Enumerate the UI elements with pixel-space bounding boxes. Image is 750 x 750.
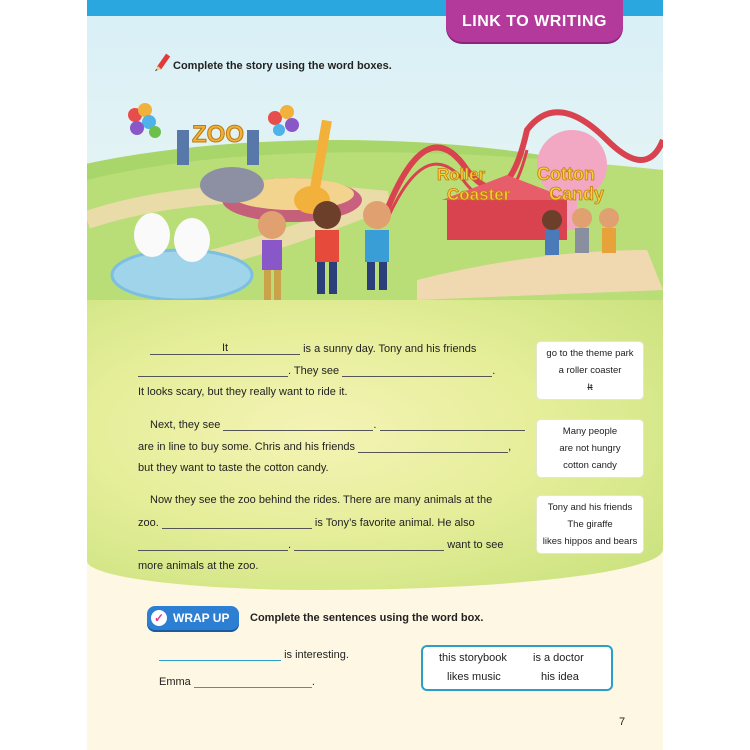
- check-icon: ✓: [151, 610, 167, 626]
- story-blank-4[interactable]: [223, 418, 373, 431]
- page-number: 7: [619, 716, 626, 728]
- story-blank-2[interactable]: [138, 364, 288, 377]
- wrap-sentence-2: Emma .: [159, 676, 315, 688]
- story-line: . want to see: [138, 538, 503, 551]
- story-line: zoo. is Tony’s favorite animal. He also: [138, 517, 475, 529]
- story-line: Next, they see .: [150, 418, 525, 431]
- wrap-blank-1[interactable]: [159, 648, 281, 661]
- svg-text:Cotton: Cotton: [537, 164, 595, 184]
- story-line: . They see .: [138, 364, 495, 377]
- word-box-3: Tony and his friends The giraffe likes hippos and bears: [537, 496, 643, 553]
- wrap-word-box: this storybook is a doctor likes music his idea: [421, 645, 613, 691]
- balloons-right: [268, 105, 299, 136]
- story-blank-1[interactable]: It: [150, 342, 300, 355]
- story-line: more animals at the zoo.: [138, 560, 259, 572]
- story-blank-3[interactable]: [342, 364, 492, 377]
- word-box-1: go to the theme park a roller coaster It: [537, 342, 643, 399]
- story-instruction: Complete the story using the word boxes.: [173, 60, 392, 72]
- wrap-blank-2[interactable]: [194, 675, 312, 688]
- story-blank-7[interactable]: [162, 516, 312, 529]
- svg-text:Roller: Roller: [437, 165, 486, 184]
- word-box-2: Many people are not hungry cotton candy: [537, 420, 643, 477]
- story-blank-8[interactable]: [138, 538, 288, 551]
- story-line: are in line to buy some. Chris and his friends ,: [138, 441, 512, 453]
- story-line: but they want to taste the cotton candy.: [138, 462, 329, 474]
- story-blank-6[interactable]: [358, 440, 508, 453]
- story-line: It is a sunny day. Tony and his friends: [150, 342, 476, 355]
- svg-text:Candy: Candy: [549, 184, 605, 204]
- wrap-up-badge: WRAP UP: [147, 606, 239, 630]
- theme-park-illustration: [87, 90, 663, 320]
- wrap-sentence-1: is interesting.: [159, 648, 349, 661]
- svg-text:ZOO: ZOO: [192, 121, 244, 148]
- section-tab: LINK TO WRITING: [446, 0, 623, 42]
- story-line: Now they see the zoo behind the rides. There are many animals at the: [150, 494, 493, 506]
- pencil-icon: [151, 52, 173, 74]
- story-blank-5[interactable]: [380, 418, 525, 431]
- story-line: It looks scary, but they really want to ride it.: [138, 386, 348, 398]
- workbook-page: [87, 0, 663, 750]
- svg-text:Coaster: Coaster: [447, 185, 511, 204]
- balloons-left: [128, 103, 161, 138]
- story-blank-9[interactable]: [294, 538, 444, 551]
- wrap-up-instruction: Complete the sentences using the word box.: [250, 612, 484, 624]
